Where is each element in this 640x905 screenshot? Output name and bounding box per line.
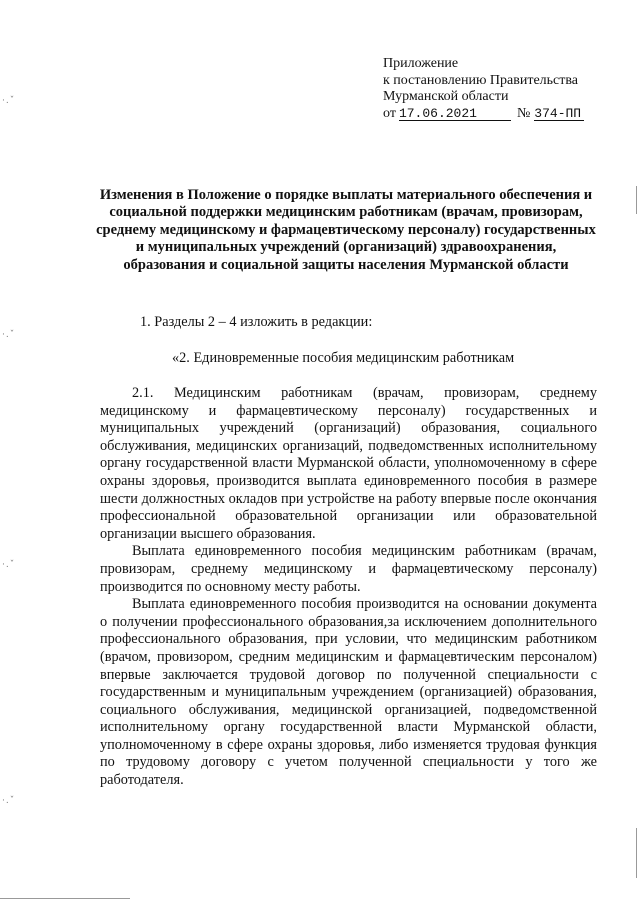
scan-mark: ·.ˇ [2, 796, 16, 806]
section-intro: 1. Разделы 2 – 4 изложить в редакции: [140, 314, 373, 330]
date-prefix: от [383, 105, 396, 121]
number-prefix: № [516, 105, 531, 121]
paragraph: Выплата единовременного пособия медицинским работникам (врачам, провизорам, среднему медицинскому и фармацевтическому персоналу) производится по основному месту работы. [100, 543, 597, 595]
decree-number: 374-ПП [534, 107, 584, 121]
scan-mark: ·.ˇ [2, 560, 16, 570]
appendix-heading: Приложение [383, 56, 459, 71]
scan-edge-mark [636, 186, 637, 214]
appendix-decree-line: к постановлению Правительства [383, 72, 579, 88]
section-subheading: «2. Единовременные пособия медицинским работникам [172, 350, 515, 366]
appendix-block [383, 56, 623, 122]
appendix-region-line: Мурманской области [383, 89, 509, 104]
paragraph: Выплата единовременного пособия производится на основании документа о получении профессионального образования,за исключением дополнительного профессионального образования, при условии, что медицинским работником (врачом, провизором, средним медицинским и фармацевтическим персоналом) впервые заключается трудовой договор по полученной специальности с государственным и муниципальным учреждением (организацией) образования, социального обслуживания, медицинской организацией, подведомственной исполнительному органу государственной власти Мурманской области, уполномоченному в сфере охраны здоровья, либо изменяется трудовая функция по трудовому договору с учетом полученной специальности у того же работодателя. [100, 596, 597, 789]
decree-date: 17.06.2021 [399, 107, 511, 121]
scan-mark: ·.ˇ [2, 96, 16, 106]
scan-mark: ·.ˇ [2, 330, 16, 340]
appendix-date-number-line [383, 106, 623, 123]
body-paragraphs [100, 385, 597, 790]
scan-bottom-line [0, 898, 130, 899]
document-title: Изменения в Положение о порядке выплаты материального обеспечения и социальной поддержки медицинским работникам (врачам, провизорам, среднему медицинскому и фармацевтическому персоналу) государственных и муниципальных учреждений (организаций) здравоохранения, образования и социальной защиты населения Мурманской области [96, 187, 596, 273]
scan-edge-mark [636, 828, 637, 878]
paragraph: 2.1. Медицинским работникам (врачам, провизорам, среднему медицинскому и фармацевтическому персоналу) государственных и муниципальных учреждений (организаций) образования, социального обслуживания, медицинских организаций, подведомственных исполнительному органу государственной власти Мурманской области, уполномоченному в сфере охраны здоровья, производится выплата единовременного пособия в размере шести должностных окладов при устройстве на работу впервые после окончания профессиональной образовательной организации или образовательной организации высшего образования. [100, 385, 597, 542]
